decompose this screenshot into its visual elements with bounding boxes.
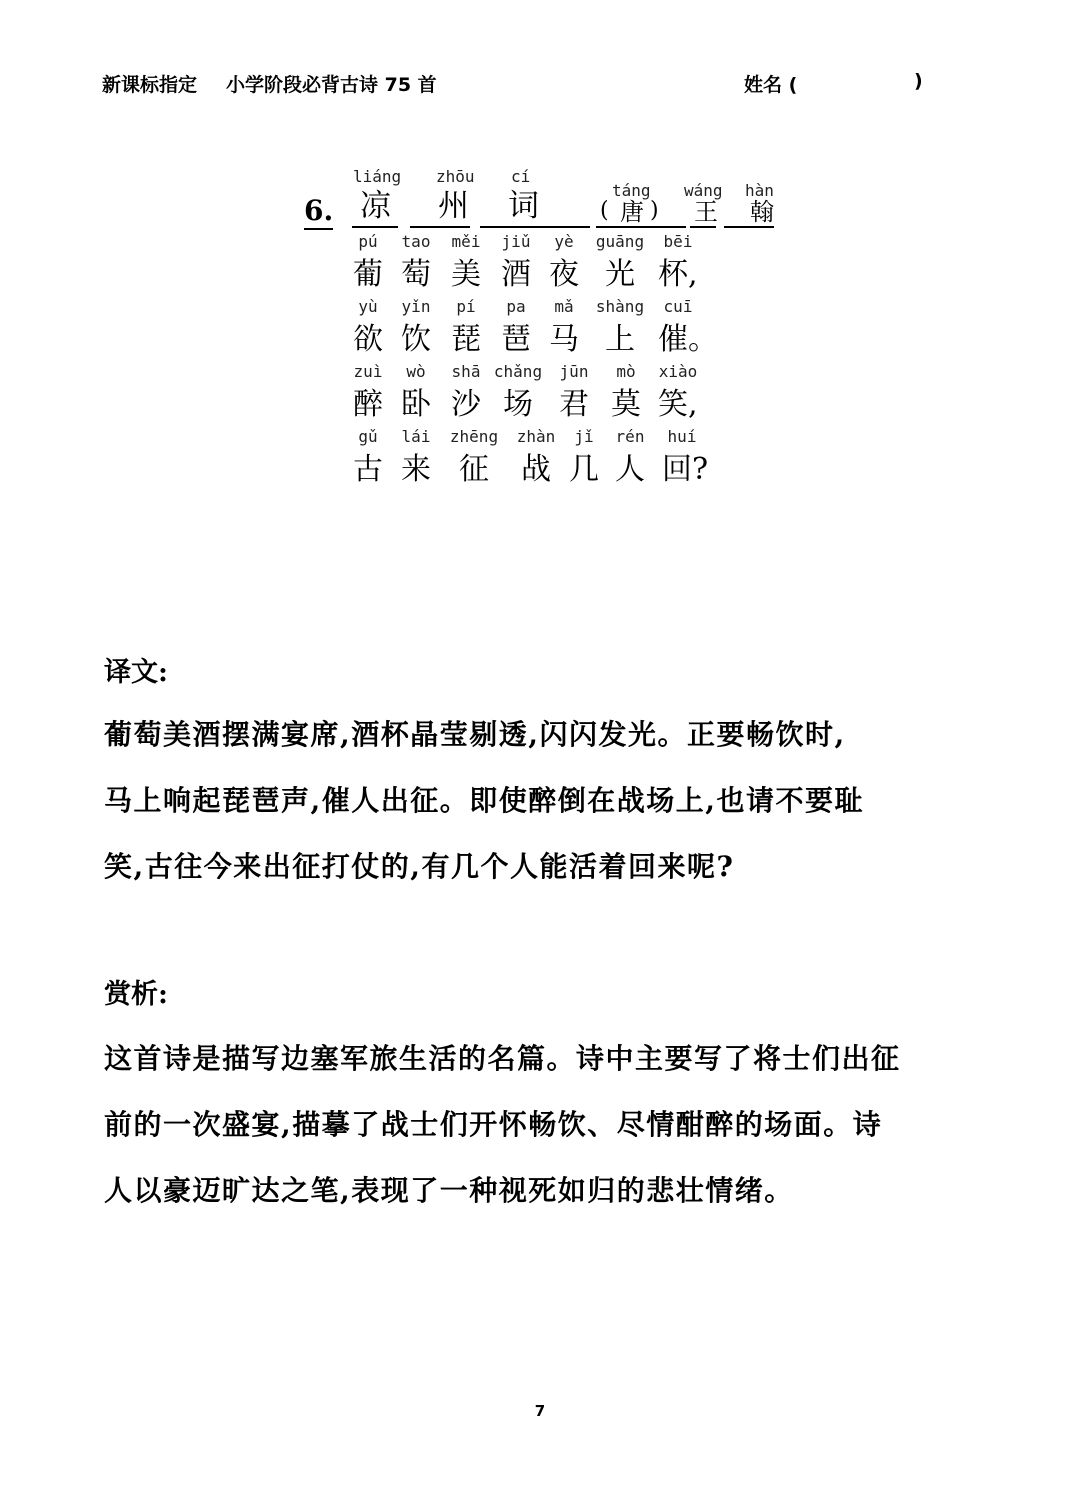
pinyin: shā — [451, 362, 481, 381]
translation-line: 马上响起琵琶声,催人出征。即使醉倒在战场上,也请不要耻 — [104, 784, 864, 817]
translation-line: 笑,古往今来出征打仗的,有几个人能活着回来呢? — [104, 850, 735, 883]
pinyin: mò — [616, 362, 636, 381]
pinyin: měi — [451, 232, 481, 251]
appreciation-label: 赏析: — [104, 979, 168, 1010]
translation-text — [104, 702, 984, 900]
pinyin: pú — [358, 232, 378, 251]
poem-char: 醉 — [353, 387, 383, 422]
poem-char: 古 — [353, 452, 383, 487]
poem-char: 萄 — [401, 257, 431, 292]
pinyin: jǐ — [574, 427, 594, 446]
poem-char: 光 — [605, 257, 635, 292]
poem-char: 人 — [615, 452, 645, 487]
poem-char: 酒 — [501, 257, 531, 292]
pinyin: lái — [401, 427, 431, 446]
poem-char: 杯, — [658, 257, 698, 292]
poem-line — [340, 389, 730, 421]
poem-char: 琵 — [451, 322, 481, 357]
pinyin: zhàn — [516, 427, 556, 446]
pinyin: zhēng — [449, 427, 499, 446]
poem-char: 回? — [662, 452, 709, 487]
poem-char: 场 — [503, 387, 533, 422]
pinyin: guāng — [595, 232, 645, 251]
title-pinyin: cí — [511, 167, 531, 186]
poem-char: 欲 — [353, 322, 383, 357]
pinyin: pa — [506, 297, 526, 316]
pinyin: jūn — [559, 362, 589, 381]
poem-char: 美 — [451, 257, 481, 292]
poem-line — [340, 259, 730, 291]
pinyin: yǐn — [401, 297, 431, 316]
translation-label: 译文: — [104, 657, 168, 688]
book-title: 小学阶段必背古诗 75 首 — [226, 74, 437, 96]
pinyin: wò — [406, 362, 426, 381]
poem-char: 上 — [605, 322, 635, 357]
pinyin: yù — [358, 297, 378, 316]
pinyin: yè — [554, 232, 574, 251]
dynasty-paren-open: ( — [600, 198, 609, 223]
name-field-label: 姓名 ( — [744, 74, 798, 96]
title-char: 凉 — [360, 188, 391, 224]
appreciation-line: 人以豪迈旷达之笔,表现了一种视死如归的悲壮情绪。 — [104, 1174, 794, 1207]
pinyin: xiào — [658, 362, 698, 381]
poem-char: 催。 — [658, 322, 718, 357]
dynasty-paren-close: ) — [650, 198, 659, 223]
dynasty-char: 唐 — [620, 198, 644, 226]
poem-char: 卧 — [401, 387, 431, 422]
author-pinyin: hàn — [745, 181, 774, 200]
poem-char: 夜 — [549, 257, 579, 292]
pinyin: pí — [456, 297, 476, 316]
series-label: 新课标指定 — [102, 74, 198, 96]
pinyin: rén — [615, 427, 645, 446]
pinyin: bēi — [663, 232, 693, 251]
poem-char: 几 — [569, 452, 599, 487]
poem-number: 6. — [304, 196, 333, 230]
poem-char: 来 — [401, 452, 431, 487]
page-number: 7 — [534, 1402, 546, 1420]
poem-char: 莫 — [611, 387, 641, 422]
poem-char: 笑, — [658, 387, 698, 422]
pinyin: jiǔ — [501, 232, 531, 251]
pinyin: shàng — [595, 297, 645, 316]
poem-line — [340, 454, 730, 486]
title-char: 词 — [508, 188, 539, 224]
poem-char: 琶 — [501, 322, 531, 357]
title-char: 州 — [438, 188, 469, 224]
pinyin: zuì — [353, 362, 383, 381]
poem-char: 沙 — [451, 387, 481, 422]
translation-line: 葡萄美酒摆满宴席,酒杯晶莹剔透,闪闪发光。正要畅饮时, — [104, 718, 846, 751]
poem-char: 征 — [459, 452, 489, 487]
appreciation-line: 前的一次盛宴,描摹了战士们开怀畅饮、尽情酣醉的场面。诗 — [104, 1108, 883, 1141]
name-field-close: ) — [914, 70, 923, 92]
pinyin: gǔ — [358, 427, 378, 446]
title-pinyin: liáng — [353, 167, 402, 186]
dynasty-pinyin: táng — [612, 181, 651, 200]
pinyin: huí — [667, 427, 697, 446]
page-header — [102, 70, 932, 102]
pinyin: cuī — [663, 297, 693, 316]
title-pinyin: zhōu — [436, 167, 475, 186]
poem-char: 战 — [521, 452, 551, 487]
poem-char: 君 — [559, 387, 589, 422]
pinyin: mǎ — [554, 297, 574, 316]
pinyin: tao — [401, 232, 431, 251]
pinyin: chǎng — [493, 362, 543, 381]
poem-char: 葡 — [353, 257, 383, 292]
poem-line — [340, 324, 730, 356]
poem-char: 饮 — [401, 322, 431, 357]
poem-char: 马 — [549, 322, 579, 357]
author-char: 翰 — [750, 198, 774, 226]
author-pinyin: wáng — [684, 181, 723, 200]
author-char: 王 — [694, 198, 718, 226]
appreciation-text — [104, 1026, 984, 1224]
appreciation-line: 这首诗是描写边塞军旅生活的名篇。诗中主要写了将士们出征 — [104, 1042, 901, 1075]
